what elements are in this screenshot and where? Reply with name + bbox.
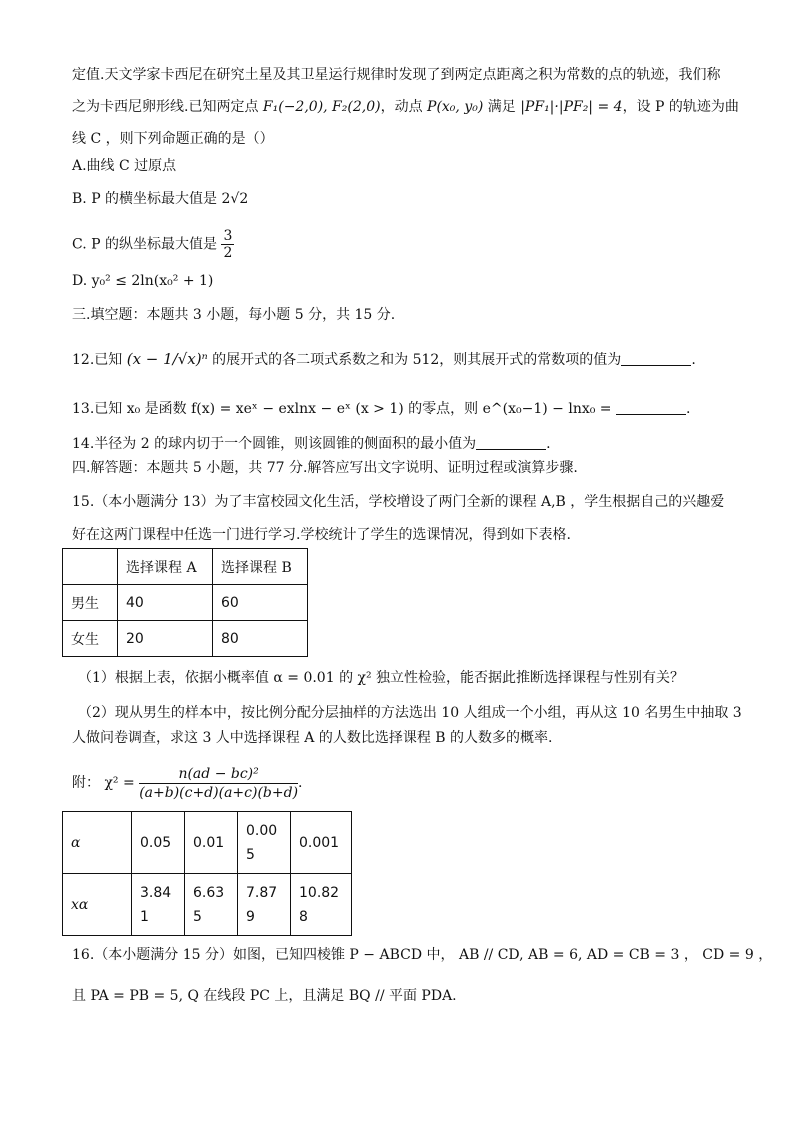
q15-part-1: （1）根据上表，依据小概率值 α = 0.01 的 χ² 独立性检验，能否据此推断选择课程与性别有关？ (78, 670, 685, 686)
q14: 14.半径为 2 的球内切于一个圆锥，则该圆锥的侧面积的最小值为 . (72, 436, 551, 452)
table-cell: 0.01 (185, 812, 238, 874)
q15-part-2-line-2: 人做问卷调查，求这 3 人中选择课程 A 的人数比选择课程 B 的人数多的概率. (72, 730, 553, 746)
table-cell: 80 (213, 621, 308, 657)
q11-stem-line-3: 线 C ，则下列命题正确的是（） (72, 131, 274, 147)
q11-stem-line-1: 定值.天文学家卡西尼在研究土星及其卫星运行规律时发现了到两定点距离之积为常数的点的轨迹，我们称 (72, 67, 721, 83)
table-cell: 60 (213, 585, 308, 621)
q11-option-b: B. P 的横坐标最大值是 2√2 (72, 191, 249, 207)
chi-square-fraction: $\frac{\text{n(ad − bc)²}}{(a+b)(c+d)(a+c)(b+d)}$ (139, 765, 299, 801)
moving-point: P(x₀, y₀) (427, 99, 484, 115)
q11-option-a: A.曲线 C 过原点 (72, 158, 177, 174)
q13-answer-blank[interactable] (616, 400, 686, 415)
table-header-course-b: 选择课程 B (213, 549, 308, 585)
table-cell: 0.001 (291, 812, 352, 874)
binomial-expression: (x − 1/√x)ⁿ (126, 350, 208, 368)
table-cell: 3.84 1 (132, 874, 185, 936)
foci-coordinates: F₁(−2,0), F₂(2,0) (262, 99, 381, 115)
table-row (63, 812, 352, 874)
table-cell: 7.87 9 (238, 874, 291, 936)
q12: 12.已知 (x − 1/√x)ⁿ 的展开式的各二项式系数之和为 512，则其展开式的常数项的值为 . (72, 350, 696, 368)
q16-line-2: 且 PA = PB = 5, Q 在线段 PC 上，且满足 BQ // 平面 PDA. (72, 988, 457, 1004)
table-cell: 女生 (63, 621, 118, 657)
table-cell: 0.05 (132, 812, 185, 874)
chi-square-formula: 附： χ² = $\frac{\text{n(ad − bc)²}}{(a+b)(c+d)(a+c)(b+d)}$ . (72, 765, 303, 801)
critical-value-table (62, 811, 352, 936)
q11-option-c: C. P 的纵坐标最大值是 $\frac{3}{2}$ (72, 228, 233, 261)
course-selection-table (62, 548, 308, 657)
q11-stem-line-2: 之为卡西尼卵形线.已知两定点 F₁(−2,0), F₂(2,0)，动点 P(x₀, y₀) 满足 |PF₁|·|PF₂| = 4，设 P 的轨迹为曲 (72, 99, 739, 115)
fraction-3-2: $\frac{3}{2}$ (223, 228, 233, 261)
section-4-heading: 四.解答题：本题共 5 小题，共 77 分.解答应写出文字说明、证明过程或演算步骤. (72, 460, 578, 476)
table-cell: 男生 (63, 585, 118, 621)
table-cell: 0.00 5 (238, 812, 291, 874)
table-row (63, 585, 308, 621)
table-header-course-a: 选择课程 A (118, 549, 213, 585)
distance-product: |PF₁|·|PF₂| = 4 (520, 99, 623, 115)
q14-answer-blank[interactable] (476, 435, 546, 450)
q16-line-1: 16.（本小题满分 15 分）如图，已知四棱锥 P − ABCD 中， AB // CD, AB = 6, AD = CB = 3 ， CD = 9 ， (72, 947, 773, 963)
table-row (63, 549, 308, 585)
table-row (63, 874, 352, 936)
table-cell (63, 549, 118, 585)
table-cell: 10.82 8 (291, 874, 352, 936)
q13: 13.已知 x₀ 是函数 f(x) = xeˣ − exlnx − eˣ (x > 1) 的零点，则 e^(x₀−1) − lnx₀ = . (72, 401, 691, 417)
section-3-heading: 三.填空题：本题共 3 小题，每小题 5 分，共 15 分. (72, 307, 396, 323)
table-row (63, 621, 308, 657)
q11-option-d: D. y₀² ≤ 2ln(x₀² + 1) (72, 273, 214, 289)
table-cell: xα (63, 874, 132, 936)
q15-part-2-line-1: （2）现从男生的样本中，按比例分配分层抽样的方法选出 10 人组成一个小组，再从这 10 名男生中抽取 3 (78, 705, 742, 721)
table-cell: 40 (118, 585, 213, 621)
table-cell: α (63, 812, 132, 874)
table-cell: 6.63 5 (185, 874, 238, 936)
table-cell: 20 (118, 621, 213, 657)
q15-line-2: 好在这两门课程中任选一门进行学习.学校统计了学生的选课情况，得到如下表格. (72, 527, 571, 543)
q12-answer-blank[interactable] (621, 351, 691, 366)
q15-line-1: 15.（本小题满分 13）为了丰富校园文化生活，学校增设了两门全新的课程 A,B ，学生根据自己的兴趣爱 (72, 494, 725, 510)
